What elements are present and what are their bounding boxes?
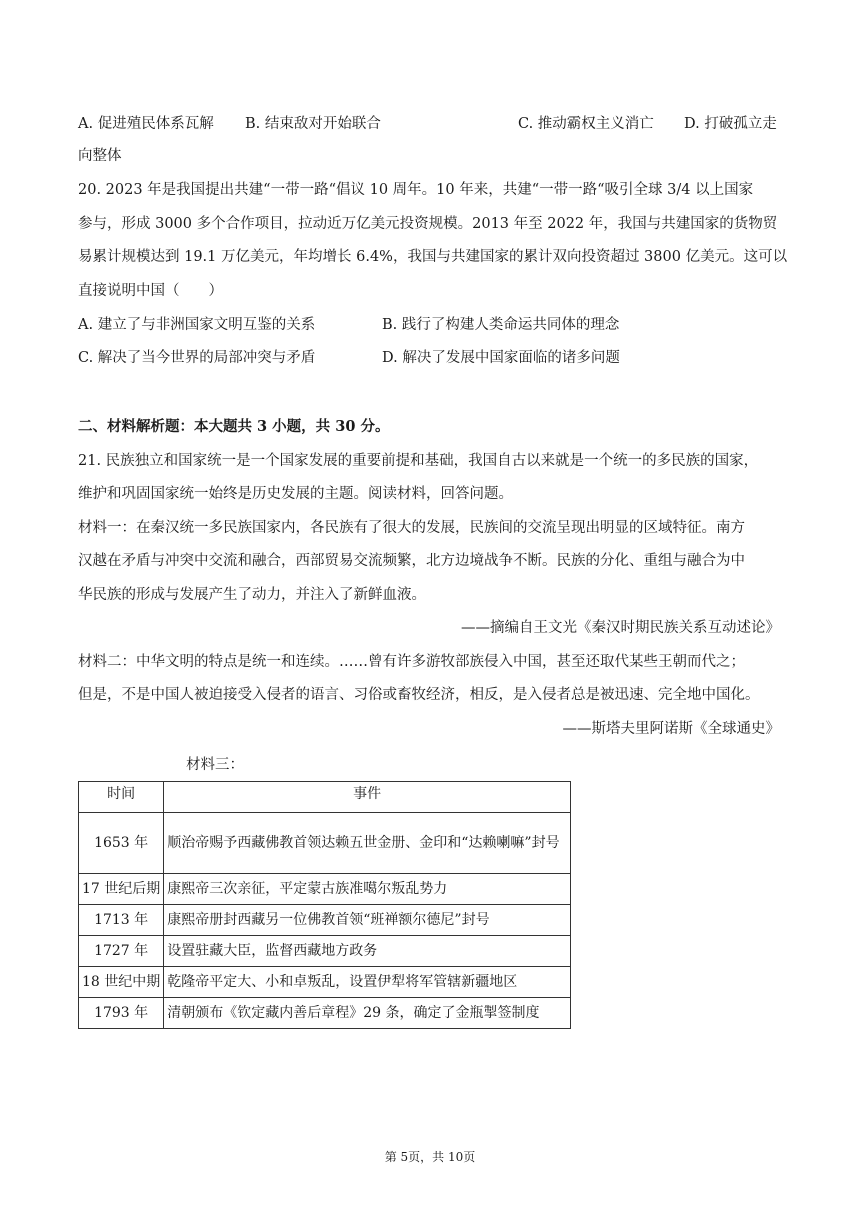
material-two-source: ——斯塔夫里阿诺斯《全球通史》 [562,721,780,737]
q19-option-b: B. 结束敌对开始联合 [245,116,381,132]
table-row [79,813,571,874]
q20-option-b: B. 践行了构建人类命运共同体的理念 [382,317,620,333]
material-one-line: 华民族的形成与发展产生了动力，并注入了新鲜血液。 [78,587,426,603]
material-one-source: ——摘编自王文光《秦汉时期民族关系互动述论》 [461,620,780,636]
q20-stem-line: 20. 2023 年是我国提出共建“一带一路“倡议 10 周年。10 年来，共建“一带一路“吸引全球 3/4 以上国家 [78,182,754,198]
q20-option-c: C. 解决了当今世界的局部冲突与矛盾 [78,350,316,366]
section-heading: 二、材料解析题：本大题共 3 小题，共 30 分。 [78,418,390,435]
q19-options [78,112,798,132]
material-two-line: 材料二：中华文明的特点是统一和连续。……曾有许多游牧部族侵入中国，甚至还取代某些王朝而代之； [78,654,745,670]
events-table [78,781,571,1029]
table-row [79,998,571,1029]
q20-option-d: D. 解决了发展中国家面临的诸多问题 [382,350,620,366]
table-row [79,967,571,998]
material-one-line: 材料一：在秦汉统一多民族国家内，各民族有了很大的发展，民族间的交流呈现出明显的区域特征。南方 [78,520,745,536]
table-row [79,936,571,967]
cell-event: 清朝颁布《钦定藏内善后章程》29 条，确定了金瓶掣签制度 [164,998,571,1029]
header-event: 事件 [164,782,571,813]
q20-stem-line: 参与，形成 3000 多个合作项目，拉动近万亿美元投资规模。2013 年至 2022 年，我国与共建国家的货物贸 [78,216,778,232]
cell-time: 1713 年 [79,905,164,936]
cell-event: 康熙帝册封西藏另一位佛教首领“班禅额尔德尼”封号 [164,905,571,936]
table-row [79,874,571,905]
material-one-line: 汉越在矛盾与冲突中交流和融合，西部贸易交流频繁，北方边境战争不断。民族的分化、重组与融合为中 [78,553,745,569]
q19-option-d: D. 打破孤立走 [684,116,777,132]
q20-stem-line: 直接说明中国（ ） [78,283,223,299]
cell-time: 18 世纪中期 [79,967,164,998]
cell-event: 康熙帝三次亲征，平定蒙古族准噶尔叛乱势力 [164,874,571,905]
cell-event: 顺治帝赐予西藏佛教首领达赖五世金册、金印和“达赖喇嘛”封号 [164,813,571,874]
cell-time: 1793 年 [79,998,164,1029]
q21-intro-line: 21. 民族独立和国家统一是一个国家发展的重要前提和基础，我国自古以来就是一个统一的多民族的国家， [78,453,759,469]
page-footer: 第 5页，共 10页 [384,1150,476,1164]
q19-option-a: A. 促进殖民体系瓦解 [78,116,214,132]
cell-event: 乾隆帝平定大、小和卓叛乱，设置伊犁将军管辖新疆地区 [164,967,571,998]
q21-intro-line: 维护和巩固国家统一始终是历史发展的主题。阅读材料，回答问题。 [78,486,513,502]
q19-option-d-continued: 向整体 [78,148,122,164]
q20-option-a: A. 建立了与非洲国家文明互鉴的关系 [78,317,316,333]
cell-event: 设置驻藏大臣，监督西藏地方政务 [164,936,571,967]
table-row [79,905,571,936]
header-time: 时间 [79,782,164,813]
cell-time: 17 世纪后期 [79,874,164,905]
cell-time: 1653 年 [79,813,164,874]
table-header-row [79,782,571,813]
q19-option-c: C. 推动霸权主义消亡 [518,116,654,132]
q20-stem-line: 易累计规模达到 19.1 万亿美元，年均增长 6.4%，我国与共建国家的累计双向投资超过 3800 亿美元。这可以 [78,249,788,265]
material-three-label: 材料三： [186,757,244,773]
material-two-line: 但是，不是中国人被迫接受入侵者的语言、习俗或畜牧经济，相反，是入侵者总是被迅速、完全地中国化。 [78,687,760,703]
cell-time: 1727 年 [79,936,164,967]
